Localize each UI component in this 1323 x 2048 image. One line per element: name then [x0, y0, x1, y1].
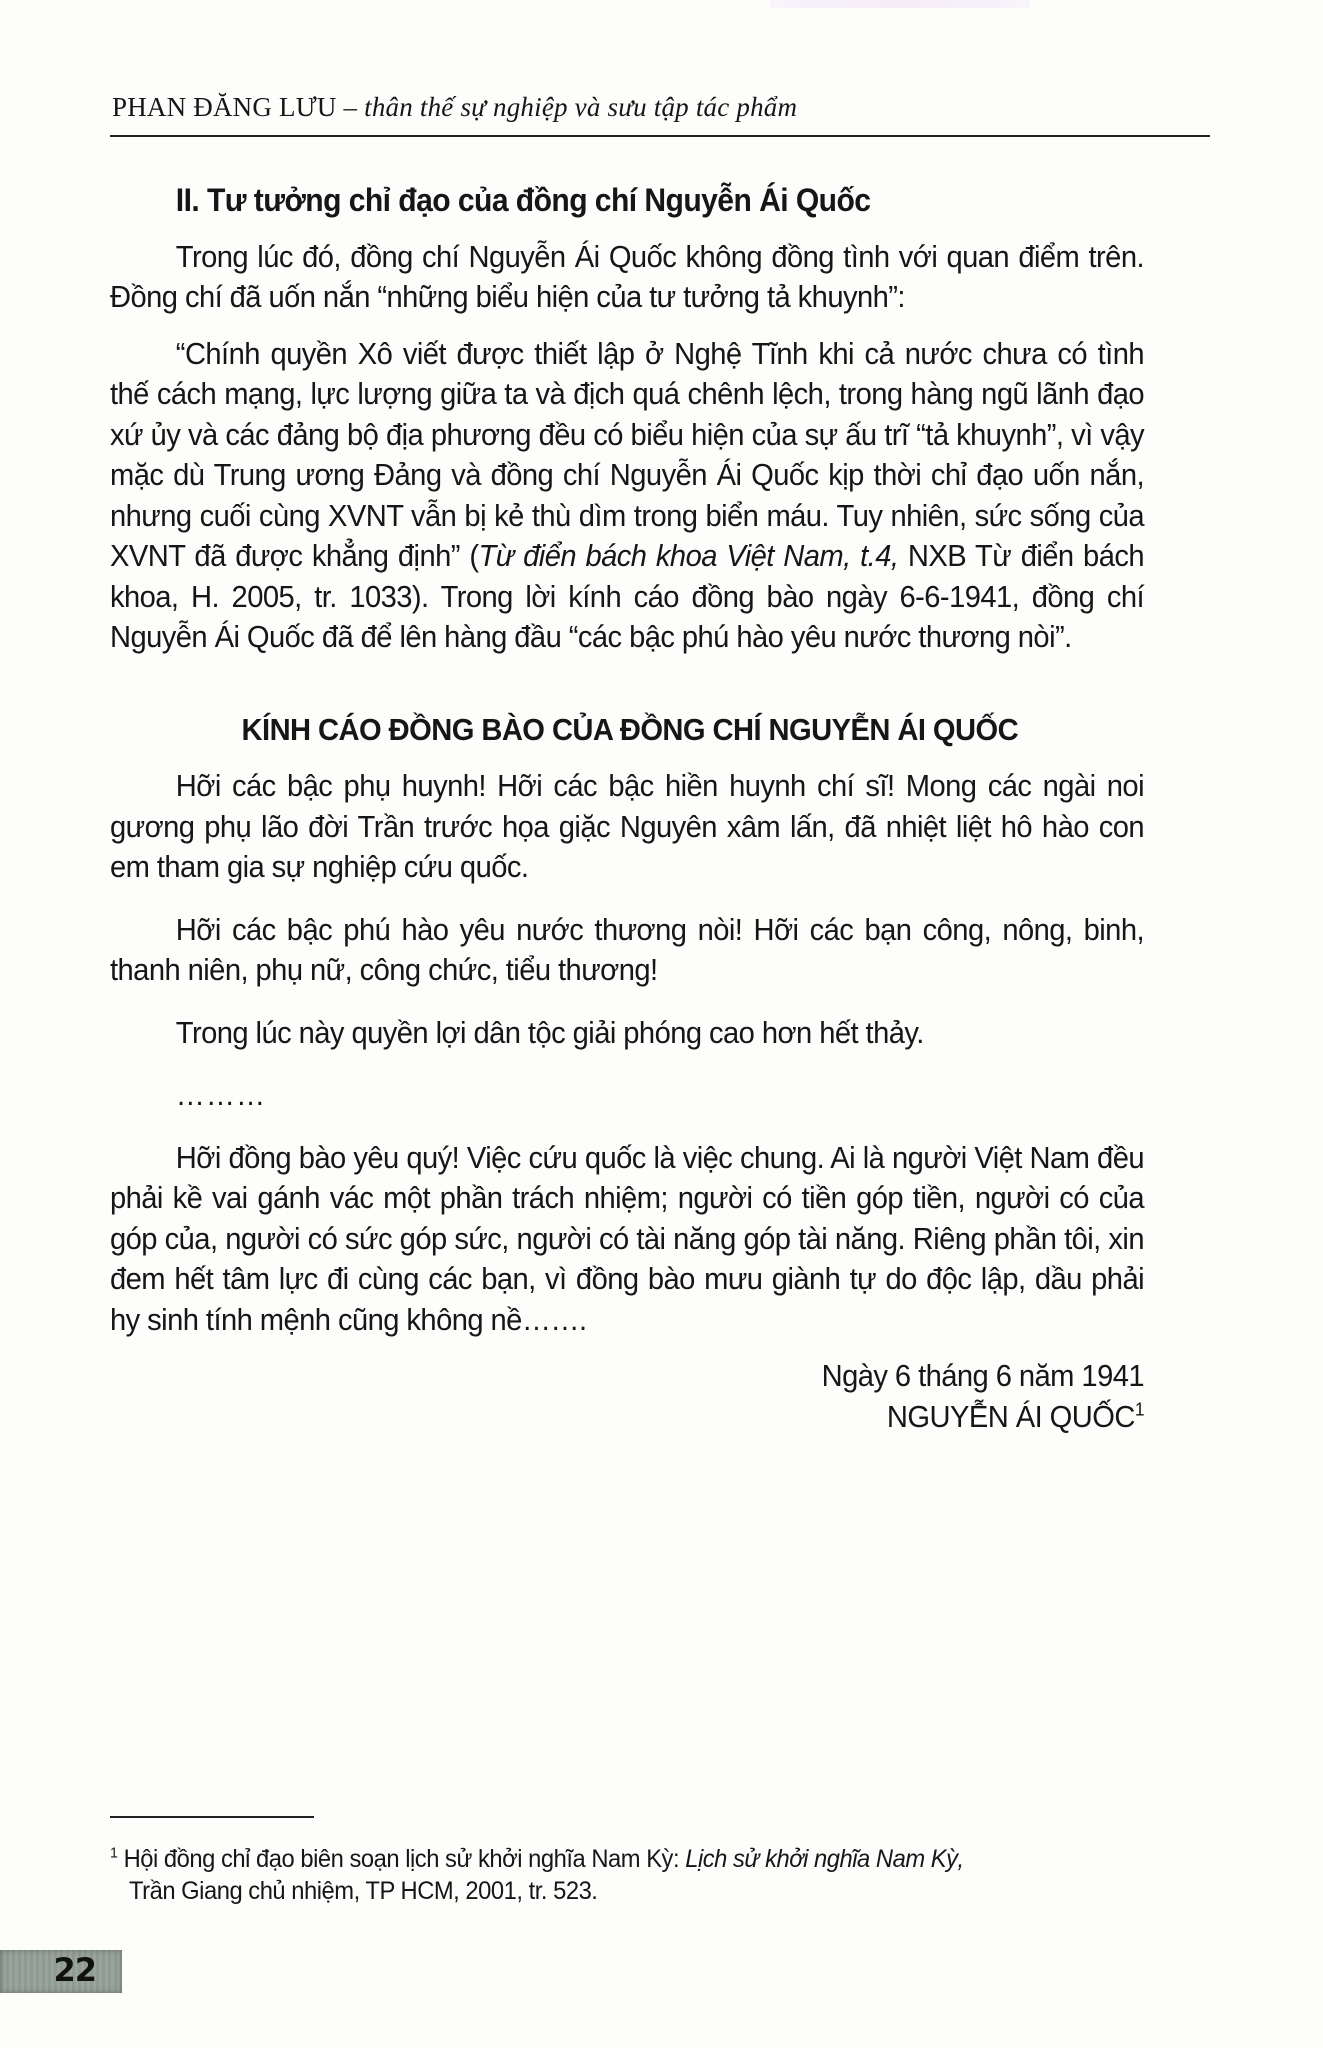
- letter-paragraph: Hỡi đồng bào yêu quý! Việc cứu quốc là việc chung. Ai là người Việt Nam đều phải kề vai gánh vác một phần trách nhiệm; người có tiền góp tiền, người có của góp của, người có sức góp sức, người có tài năng góp tài năng. Riêng phần tôi, xin đem hết tâm lực đi cùng các bạn, vì đồng bào mưu giành tự do độc lập, dầu phải hy sinh tính mệnh cũng không nề…….: [110, 1139, 1145, 1337]
- running-head-separator: –: [336, 92, 365, 122]
- footnote-line-2: Trần Giang chủ nhiệm, TP HCM, 2001, tr. 523.: [129, 1877, 598, 1905]
- section-heading: II. Tư tưởng chỉ đạo của đồng chí Nguyễn Ái Quốc: [175, 182, 871, 218]
- footnote-marker: 1: [110, 1844, 118, 1862]
- footnote: [110, 1843, 1165, 1907]
- running-head: [112, 92, 1212, 123]
- footnote-reference[interactable]: 1: [1134, 1398, 1144, 1420]
- omission-marker: ………: [175, 1077, 267, 1112]
- page-number-tab: [0, 1950, 122, 1993]
- running-head-subtitle: thân thế sự nghiệp và sưu tập tác phẩm: [364, 92, 798, 122]
- footnote-line-1: [110, 1843, 1165, 1875]
- letter-paragraph: Hỡi các bậc phụ huynh! Hỡi các bậc hiền huynh chí sĩ! Mong các ngài noi gương phụ lão đời Trần trước họa giặc Nguyên xâm lấn, đã nhiệt liệt hô hào con em tham gia sự nghiệp cứu quốc.: [110, 768, 1145, 884]
- running-head-title: PHAN ĐĂNG LƯU: [112, 92, 337, 122]
- quote-text: “Chính quyền Xô viết được thiết lập ở Nghệ Tĩnh khi cả nước chưa có tình thế cách mạng, lực lượng giữa ta và địch quá chênh lệch, trong hàng ngũ lãnh đạo xứ ủy và các đảng bộ địa phương đều có biểu hiện của sự ấu trĩ “tả khuynh”, vì vậy mặc dù Trung ương Đảng và đồng chí Nguyễn Ái Quốc kịp thời chỉ đạo uốn nắn, nhưng cuối cùng XVNT vẫn bị kẻ thù dìm trong biển máu. Tuy nhiên, sức sống của XVNT đã được khẳng định” (: [110, 335, 1145, 573]
- signature-name: NGUYỄN ÁI QUỐC: [886, 1398, 1135, 1434]
- footnote-text: Hội đồng chỉ đạo biên soạn lịch sử khởi nghĩa Nam Kỳ:: [117, 1845, 686, 1873]
- letter-paragraph: Trong lúc này quyền lợi dân tộc giải phóng cao hơn hết thảy.: [175, 1014, 924, 1050]
- letter-date: Ngày 6 tháng 6 năm 1941: [821, 1358, 1144, 1393]
- page-body: [110, 180, 1144, 1437]
- footnote-rule: [110, 1816, 314, 1818]
- citation-title: Từ điển bách khoa Việt Nam, t.4,: [478, 538, 899, 573]
- header-rule: [110, 135, 1210, 137]
- citation-rest: NXB Từ điển bách khoa, H. 2005, tr. 1033). Trong lời kính cáo đồng bào ngày 6-6-1941, đồng chí Nguyễn Ái Quốc đã để lên hàng đầu “các bậc phú hào yêu nước thương nòi”.: [110, 538, 1144, 654]
- paragraph: Trong lúc đó, đồng chí Nguyễn Ái Quốc không đồng tình với quan điểm trên. Đồng chí đã uốn nắn “những biểu hiện của tư tưởng tả khuynh”:: [110, 238, 1145, 314]
- footnote-book-title: Lịch sử khởi nghĩa Nam Kỳ,: [685, 1845, 964, 1873]
- letter-paragraph: Hỡi các bậc phú hào yêu nước thương nòi! Hỡi các bạn công, nông, binh, thanh niên, phụ nữ, công chức, tiểu thương!: [110, 911, 1145, 987]
- letter-signature: [110, 1397, 1144, 1438]
- scan-edge-artifact: [770, 0, 1030, 8]
- quoted-paragraph: [110, 334, 1144, 658]
- page-number: 22: [53, 1951, 96, 1989]
- letter-title: KÍNH CÁO ĐỒNG BÀO CỦA ĐỒNG CHÍ NGUYỄN ÁI QUỐC: [241, 711, 1019, 747]
